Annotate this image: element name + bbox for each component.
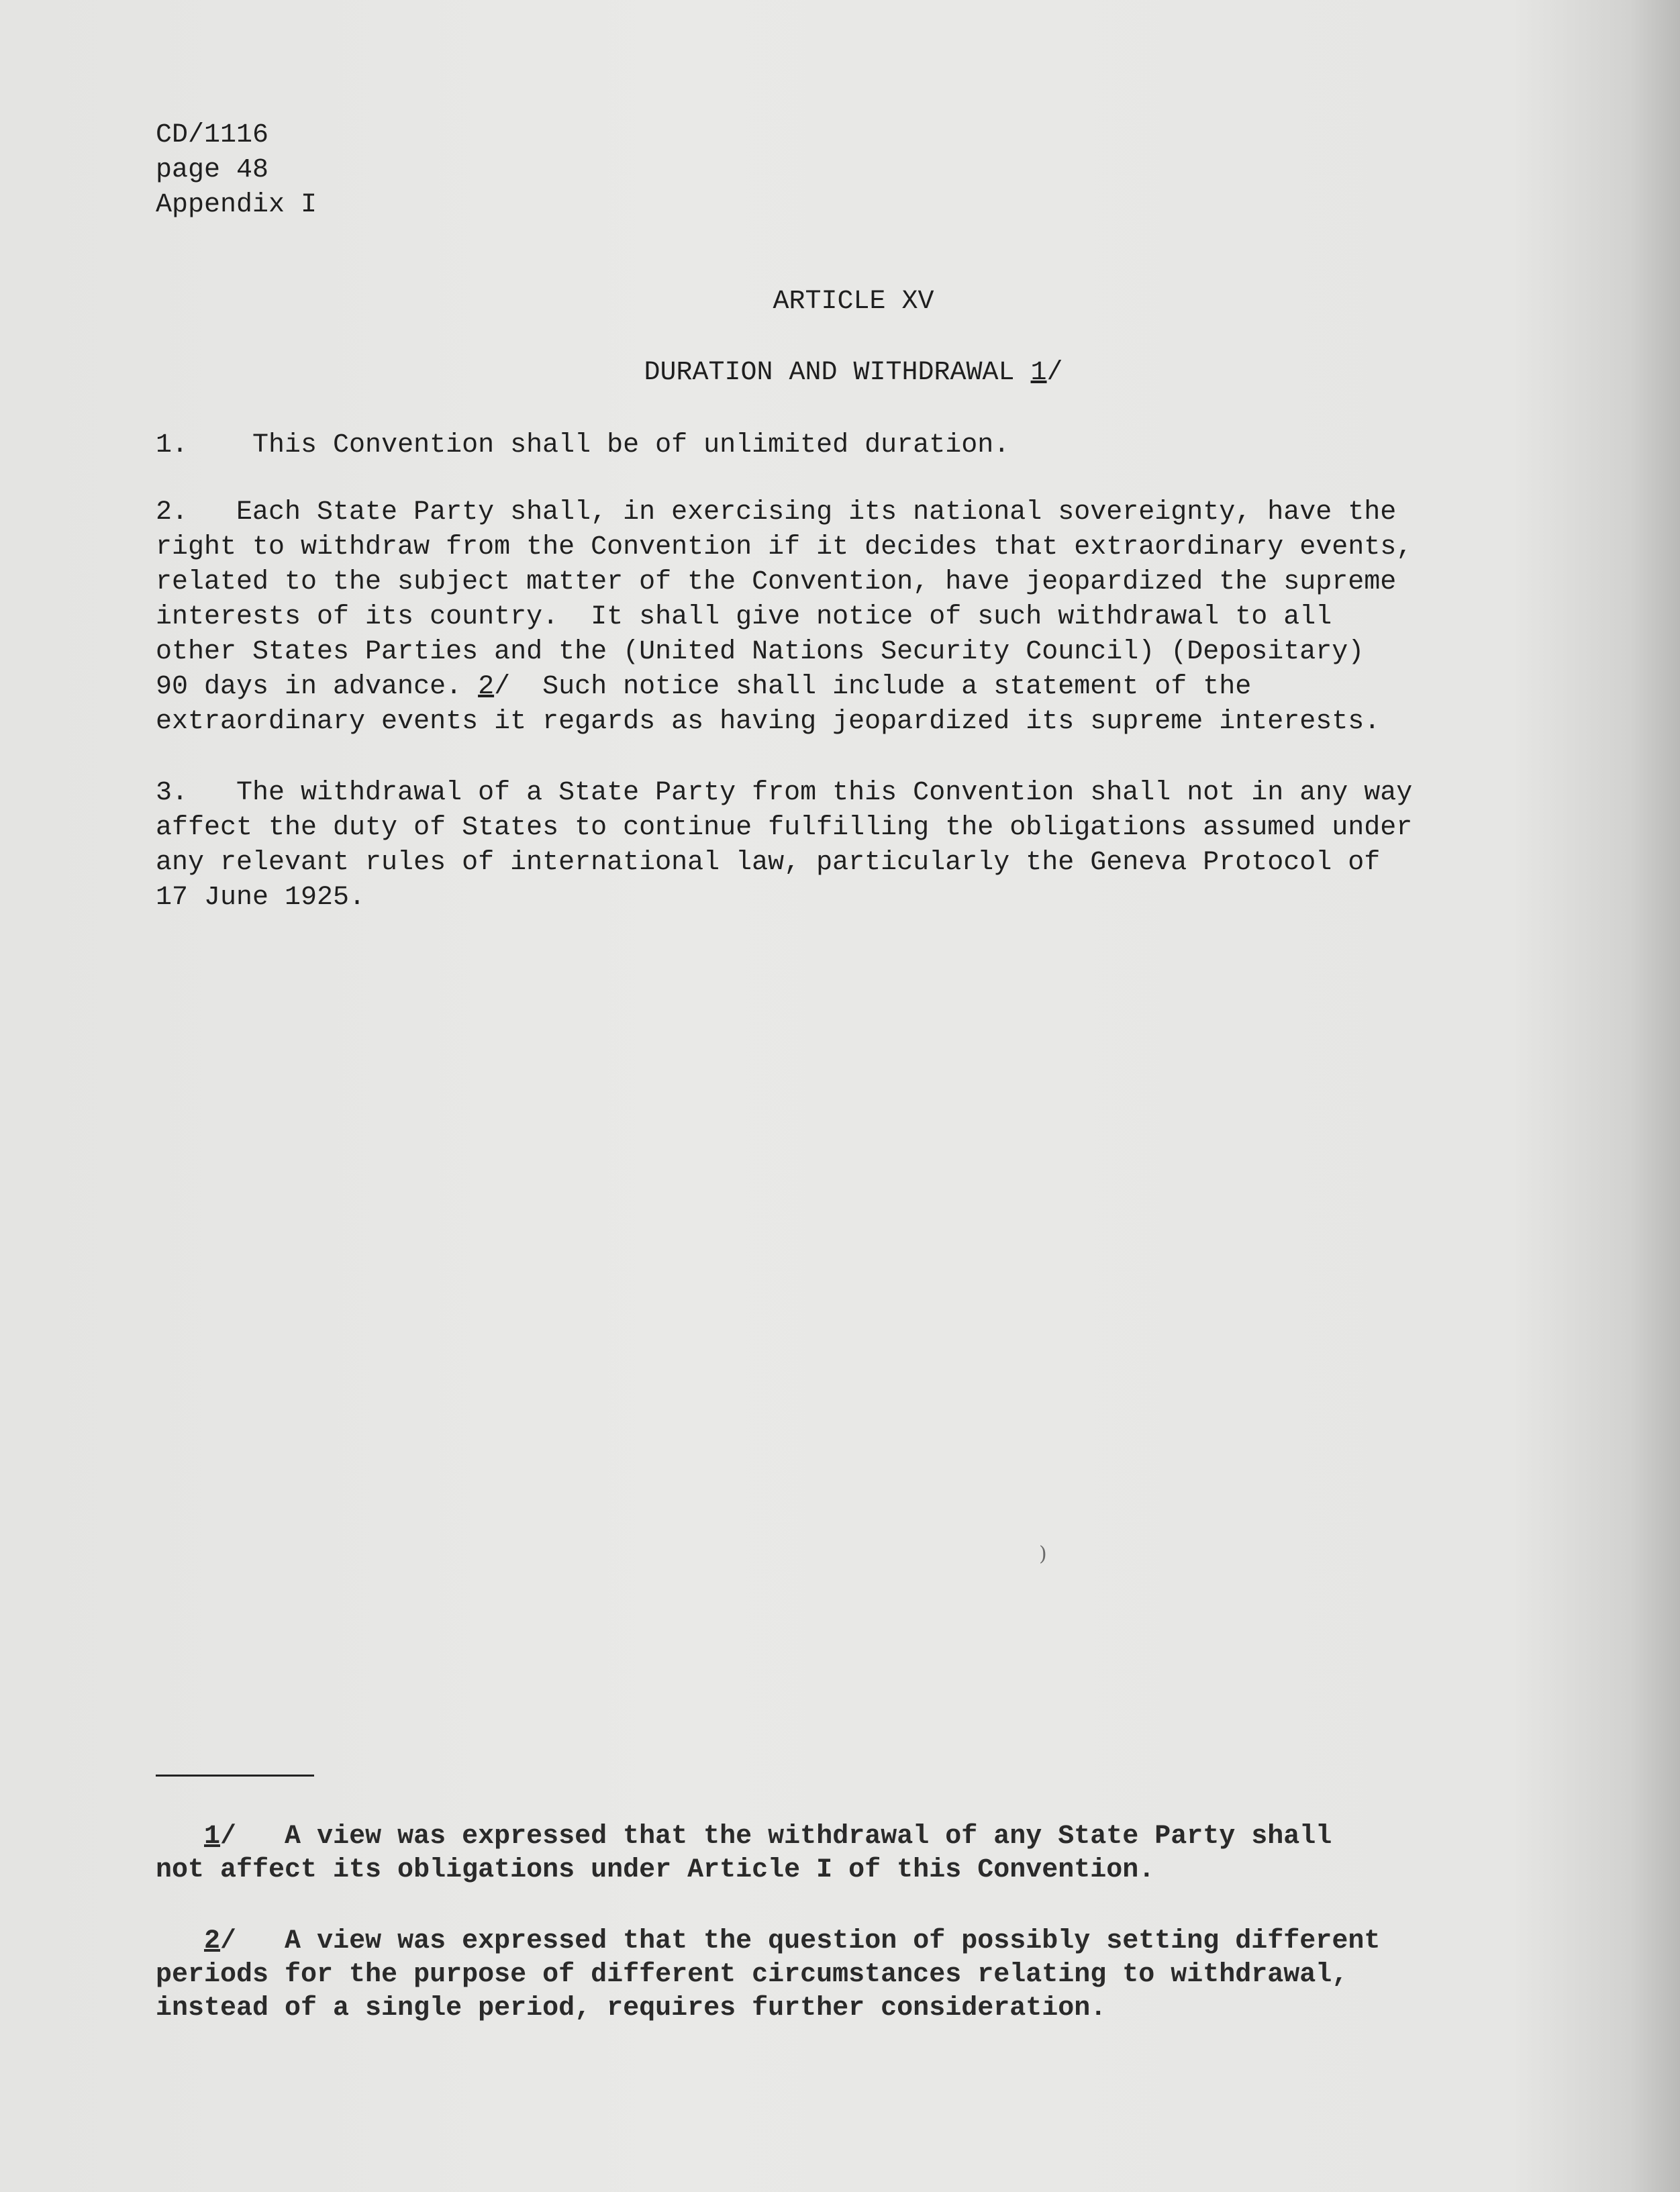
- footnote-1: [156, 1820, 1565, 1887]
- paragraph-2-line: interests of its country. It shall give notice of such withdrawal to all: [156, 602, 1332, 632]
- footnote-ref-1-suffix: /: [1046, 358, 1063, 388]
- paragraph-3-line: 17 June 1925.: [156, 883, 366, 913]
- footnote-1-text: A view was expressed that the withdrawal of any State Party shall: [236, 1822, 1332, 1852]
- paragraph-1-number: 1.: [156, 430, 189, 460]
- footnote-2-ref: 2: [204, 1926, 221, 1956]
- paragraph-2-line: 2. Each State Party shall, in exercising its national sovereignty, have the: [156, 497, 1397, 528]
- footnote-1-ref-suffix: /: [220, 1822, 237, 1852]
- stray-mark: ): [1039, 1542, 1047, 1566]
- paragraph-2-line: related to the subject matter of the Convention, have jeopardized the supreme: [156, 567, 1397, 597]
- footnote-2-line: [156, 1925, 1565, 1958]
- footnote-2-text: A view was expressed that the question of possibly setting different: [236, 1926, 1381, 1956]
- document-id: CD/1116: [156, 120, 269, 150]
- footnote-ref-2: 2: [478, 672, 495, 702]
- footnote-divider: [156, 1775, 314, 1777]
- document-header: [156, 118, 317, 223]
- paragraph-3-line: any relevant rules of international law, particularly the Geneva Protocol of: [156, 848, 1381, 878]
- footnote-2: [156, 1925, 1565, 2026]
- paragraph-2-line: [156, 670, 1552, 705]
- paragraph-2: [156, 495, 1552, 740]
- paragraph-2-line: right to withdraw from the Convention if it decides that extraordinary events,: [156, 532, 1413, 562]
- footnote-2-line: instead of a single period, requires further consideration.: [156, 1993, 1107, 2024]
- footnote-1-line: not affect its obligations under Article I of this Convention.: [156, 1855, 1155, 1885]
- footnote-1-line: [156, 1820, 1565, 1854]
- paragraph-3: [156, 776, 1552, 915]
- paragraph-1-text: This Convention shall be of unlimited duration.: [252, 430, 1010, 460]
- paragraph-3-line: 3. The withdrawal of a State Party from this Convention shall not in any way: [156, 778, 1413, 808]
- footnote-2-ref-suffix: /: [220, 1926, 237, 1956]
- paragraph-2-line: extraordinary events it regards as having jeopardized its supreme interests.: [156, 707, 1381, 737]
- article-title: ARTICLE XV: [773, 287, 934, 317]
- paragraph-2-line: other States Parties and the (United Nations Security Council) (Depositary): [156, 637, 1365, 667]
- page-number: page 48: [156, 155, 269, 185]
- paragraph-1: [156, 428, 1552, 463]
- section-heading-text: DURATION AND WITHDRAWAL: [644, 358, 1031, 388]
- paragraph-1-line: [156, 428, 1552, 463]
- footnote-1-ref: 1: [204, 1822, 221, 1852]
- footnote-ref-1: 1: [1030, 358, 1047, 388]
- section-heading: [0, 356, 1680, 391]
- appendix-label: Appendix I: [156, 190, 317, 220]
- paragraph-2-line-part: / Such notice shall include a statement of the: [494, 672, 1252, 702]
- footnote-2-line: periods for the purpose of different circumstances relating to withdrawal,: [156, 1960, 1348, 1990]
- paragraph-3-line: affect the duty of States to continue fulfilling the obligations assumed under: [156, 813, 1413, 843]
- paragraph-2-line-part: 90 days in advance.: [156, 672, 479, 702]
